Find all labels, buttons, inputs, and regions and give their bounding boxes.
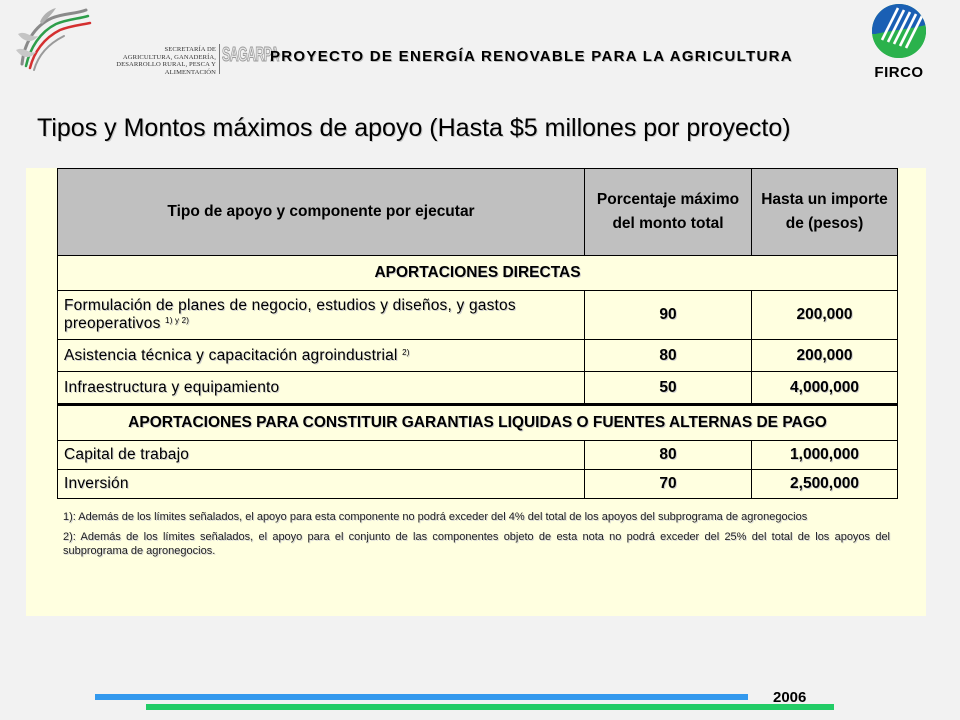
row-percent: 70 bbox=[585, 470, 752, 499]
row-label: Inversión bbox=[58, 470, 585, 499]
content-panel bbox=[26, 168, 926, 616]
row-label: Capital de trabajo bbox=[58, 441, 585, 470]
footer-bar-green bbox=[146, 704, 834, 710]
table-row bbox=[58, 291, 898, 340]
row-amount: 2,500,000 bbox=[752, 470, 898, 499]
firco-logo bbox=[868, 0, 930, 84]
sagarpa-wordmark: SAGARPA bbox=[222, 44, 279, 66]
footnotes bbox=[63, 510, 890, 564]
row-percent: 80 bbox=[585, 441, 752, 470]
logo-divider bbox=[219, 44, 220, 74]
footer-year: 2006 bbox=[773, 689, 807, 706]
section-garantias: APORTACIONES PARA CONSTITUIR GARANTIAS LIQUIDAS O FUENTES ALTERNAS DE PAGO bbox=[58, 405, 898, 441]
footnote-ref: 2) bbox=[402, 347, 410, 357]
footnote-1: 1): Además de los límites señalados, el apoyo para esta componente no podrá exceder del 4% del total de los apoyos del subprograma de agronegocios bbox=[63, 511, 808, 523]
row-percent: 50 bbox=[585, 372, 752, 405]
row-amount: 200,000 bbox=[752, 340, 898, 372]
row-percent: 90 bbox=[585, 291, 752, 340]
table-row bbox=[58, 441, 898, 470]
row-label: Asistencia técnica y capacitación agroindustrial $^{2)}$ bbox=[58, 340, 585, 372]
table-row bbox=[58, 340, 898, 372]
section-row bbox=[58, 256, 898, 291]
header-porcentaje: Porcentaje máximo del monto total bbox=[585, 169, 752, 256]
firco-globe-icon bbox=[868, 0, 930, 64]
sagarpa-logo bbox=[8, 4, 279, 76]
header-importe: Hasta un importe de (pesos) bbox=[752, 169, 898, 256]
table-row bbox=[58, 470, 898, 499]
firco-wordmark: FIRCO bbox=[874, 64, 924, 81]
footnote-ref: 1) y 2) bbox=[165, 316, 190, 325]
support-table bbox=[57, 168, 898, 499]
table-header-row bbox=[58, 169, 898, 256]
row-label: Formulación de planes de negocio, estudios y diseños, y gastos preoperativos $^{1) y 2)}$ bbox=[58, 291, 585, 340]
section-aportaciones-directas: APORTACIONES DIRECTAS bbox=[58, 256, 898, 291]
row-amount: 4,000,000 bbox=[752, 372, 898, 405]
row-amount: 200,000 bbox=[752, 291, 898, 340]
project-title: PROYECTO DE ENERGÍA RENOVABLE PARA LA AGRICULTURA bbox=[270, 48, 793, 65]
secretaria-text: SECRETARÍA DE AGRICULTURA, GANADERÍA, DESARROLLO RURAL, PESCA Y ALIMENTACIÓN bbox=[116, 46, 216, 76]
eagle-emblem-icon bbox=[12, 4, 92, 76]
header-tipo: Tipo de apoyo y componente por ejecutar bbox=[58, 169, 585, 256]
section-row bbox=[58, 405, 898, 441]
page-title: Tipos y Montos máximos de apoyo (Hasta $5 millones por proyecto) bbox=[37, 114, 791, 142]
row-amount: 1,000,000 bbox=[752, 441, 898, 470]
footer-bar-blue bbox=[95, 694, 748, 700]
row-label: Infraestructura y equipamiento bbox=[58, 372, 585, 405]
footnote-2: 2): Además de los límites señalados, el apoyo para el conjunto de las componentes objeto de esta nota no podrá exceder del 25% del total de los apoyos del subprograma de agronegocios. bbox=[63, 530, 890, 557]
row-percent: 80 bbox=[585, 340, 752, 372]
table-row bbox=[58, 372, 898, 405]
